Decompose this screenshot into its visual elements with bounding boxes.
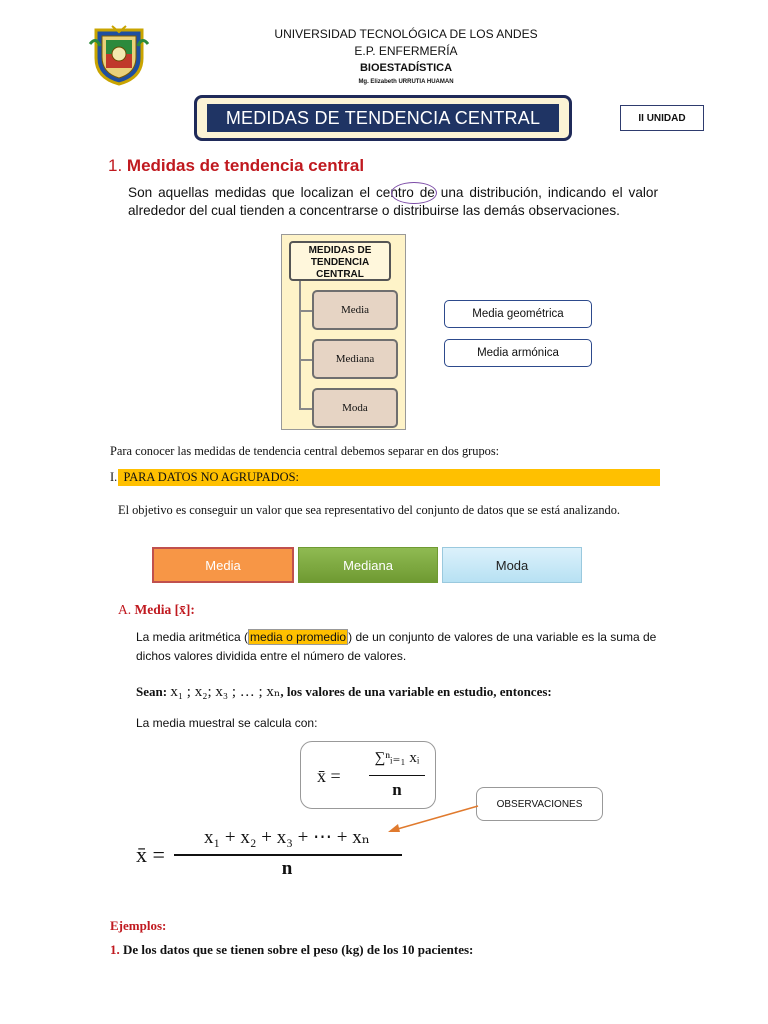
sean-prefix: Sean: bbox=[136, 684, 171, 699]
example-text: De los datos que se tienen sobre el peso (kg) de los 10 pacientes: bbox=[123, 942, 474, 957]
sean-suffix: , los valores de una variable en estudio, entonces: bbox=[280, 684, 552, 699]
mean-definition bbox=[136, 628, 666, 666]
section-title: Medidas de tendencia central bbox=[126, 156, 365, 175]
connector-line bbox=[299, 310, 312, 312]
page-title: MEDIDAS DE TENDENCIA CENTRAL bbox=[207, 104, 559, 132]
groups-sentence: Para conocer las medidas de tendencia central debemos separar en dos grupos: bbox=[110, 444, 500, 458]
highlighted-term: media o promedio bbox=[250, 630, 347, 644]
university-seal-icon bbox=[88, 24, 150, 86]
highlight-circle bbox=[391, 182, 437, 204]
connector-line bbox=[299, 281, 301, 409]
diagram-heading bbox=[289, 241, 391, 281]
formula-numerator: ∑ⁿᵢ₌₁ xᵢ bbox=[374, 750, 420, 766]
author-name: Mg. Elizabeth URRUTIA HUAMAN bbox=[358, 79, 454, 85]
connector-line bbox=[299, 359, 312, 361]
examples-heading: Ejemplos: bbox=[110, 918, 167, 933]
unit-badge: II UNIDAD bbox=[620, 105, 704, 131]
variables-sentence bbox=[136, 682, 552, 701]
mean-definition-end: ) de un conjunto de valores de una variable es la suma de dichos valores dividida entre el número de valores. bbox=[136, 630, 657, 663]
group-heading-text bbox=[110, 469, 299, 486]
moda-button[interactable]: Moda bbox=[442, 547, 582, 583]
diagram-heading-line: MEDIDAS DE bbox=[308, 245, 372, 256]
media-button[interactable]: Media bbox=[152, 547, 294, 583]
mean-definition-start: La media aritmética ( bbox=[136, 630, 249, 644]
media-label: Media bbox=[134, 602, 175, 617]
geometric-mean-box: Media geométrica bbox=[444, 300, 592, 328]
sample-mean-sentence: La media muestral se calcula con: bbox=[136, 716, 318, 730]
measures-diagram bbox=[281, 234, 406, 430]
diagram-item-media: Media bbox=[312, 290, 398, 330]
formula-denominator: n bbox=[392, 780, 402, 799]
example-number: 1. bbox=[110, 942, 120, 957]
group-heading bbox=[110, 469, 660, 486]
school-name: E.P. ENFERMERÍA bbox=[354, 44, 458, 58]
fraction-bar bbox=[174, 854, 402, 856]
mean-formula-box bbox=[300, 741, 436, 809]
media-letter: A. bbox=[118, 602, 132, 617]
group-label: PARA DATOS NO AGRUPADOS: bbox=[123, 470, 299, 484]
expanded-mean-formula bbox=[136, 822, 416, 882]
formula-numerator: x₁ + x₂ + x₃ + ⋯ + xₙ bbox=[204, 827, 370, 848]
example-item bbox=[110, 942, 473, 958]
university-name: UNIVERSIDAD TECNOLÓGICA DE LOS ANDES bbox=[274, 27, 538, 41]
group-number: I. bbox=[110, 470, 118, 484]
media-heading bbox=[118, 602, 195, 618]
connector-line bbox=[299, 408, 312, 410]
diagram-heading-line: TENDENCIA bbox=[310, 257, 370, 268]
course-name: BIOESTADÍSTICA bbox=[359, 62, 453, 74]
formula-denominator: n bbox=[281, 858, 293, 879]
fraction-bar bbox=[369, 775, 425, 776]
definition-text-end: de una distribución, indicando el valor alrededor del cual tienden a concentrarse o distribuirse las demás observaciones. bbox=[128, 185, 658, 218]
formula-lhs: x̄ = bbox=[317, 766, 341, 786]
mediana-button[interactable]: Mediana bbox=[298, 547, 438, 583]
media-symbol: [x̄]: bbox=[174, 602, 195, 617]
circled-word: centro bbox=[376, 185, 414, 200]
formula-lhs: x̄ = bbox=[136, 842, 165, 867]
observations-callout: OBSERVACIONES bbox=[476, 787, 603, 821]
diagram-item-mediana: Mediana bbox=[312, 339, 398, 379]
section-heading bbox=[108, 156, 364, 176]
diagram-item-moda: Moda bbox=[312, 388, 398, 428]
variable-series: x₁ ; x₂; x₃ ; … ; xₙ bbox=[170, 684, 281, 700]
section-number: 1. bbox=[108, 156, 123, 175]
definition-text-start: Son aquellas medidas que localizan el bbox=[128, 185, 376, 200]
harmonic-mean-box: Media armónica bbox=[444, 339, 592, 367]
objective-paragraph: El objetivo es conseguir un valor que sea representativo del conjunto de datos que se está analizando. bbox=[118, 503, 621, 517]
diagram-heading-line: CENTRAL bbox=[316, 269, 364, 280]
title-banner bbox=[194, 95, 572, 141]
